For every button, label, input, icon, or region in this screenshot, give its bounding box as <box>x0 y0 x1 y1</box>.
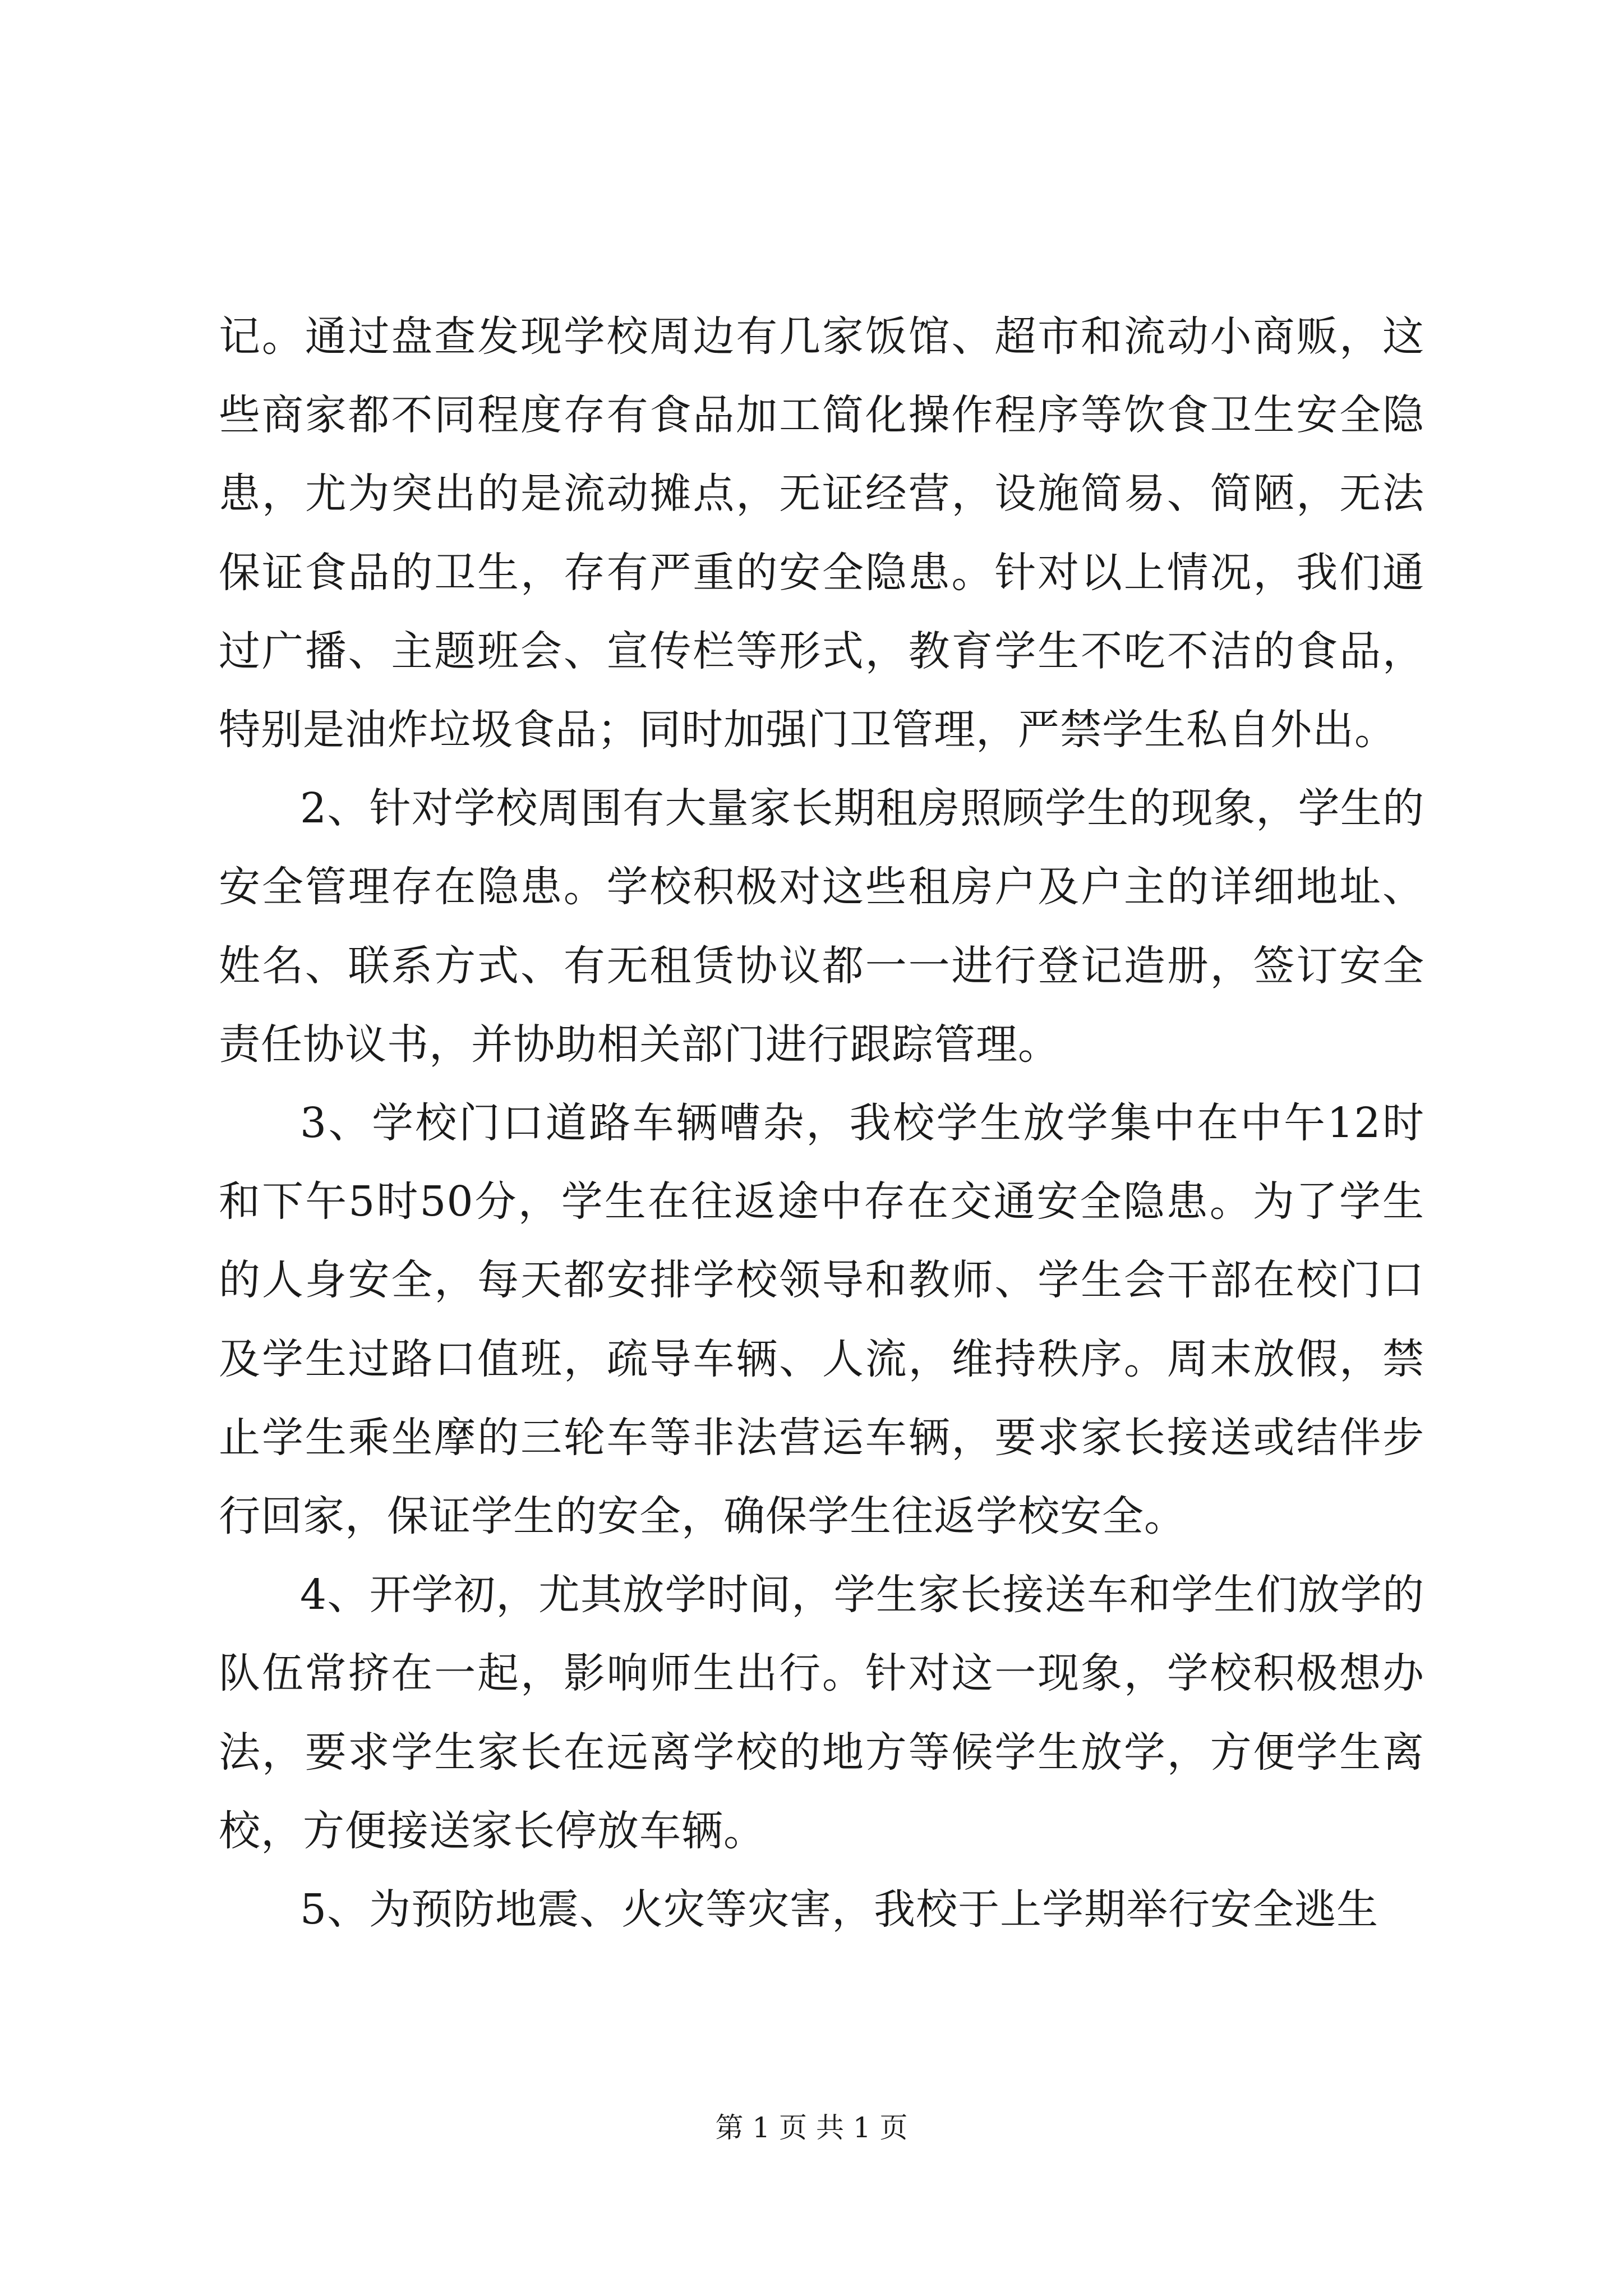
document-body <box>219 297 1424 1949</box>
paragraph-2: 2、针对学校周围有大量家长期租房照顾学生的现象，学生的安全管理存在隐患。学校积极对这些租房户及户主的详细地址、姓名、联系方式、有无租赁协议都一一进行登记造册，签订安全责任协议书，并协助相关部门进行跟踪管理。 <box>219 784 1424 1069</box>
paragraph-3: 3、学校门口道路车辆嘈杂，我校学生放学集中在中午12时和下午5时50分，学生在往返途中存在交通安全隐患。为了学生的人身安全，每天都安排学校领导和教师、学生会干部在校门口及学生过路口值班，疏导车辆、人流，维持秩序。周末放假，禁止学生乘坐摩的三轮车等非法营运车辆，要求家长接送或结伴步行回家，保证学生的安全，确保学生往返学校安全。 <box>219 1099 1424 1541</box>
paragraph-1: 记。通过盘查发现学校周边有几家饭馆、超市和流动小商贩，这些商家都不同程度存有食品加工简化操作程序等饮食卫生安全隐患，尤为突出的是流动摊点，无证经营，设施简易、简陋，无法保证食品的卫生，存有严重的安全隐患。针对以上情况，我们通过广播、主题班会、宣传栏等形式，教育学生不吃不洁的食品，特别是油炸垃圾食品；同时加强门卫管理，严禁学生私自外出。 <box>219 312 1424 754</box>
paragraph-5: 5、为预防地震、火灾等灾害，我校于上学期举行安全逃生 <box>300 1885 1379 1934</box>
paragraph-4: 4、开学初，尤其放学时间，学生家长接送车和学生们放学的队伍常挤在一起，影响师生出行。针对这一现象，学校积极想办法，要求学生家长在远离学校的地方等候学生放学，方便学生离校，方便接送家长停放车辆。 <box>219 1571 1424 1855</box>
page-footer: 第 1 页 共 1 页 <box>715 2111 908 2144</box>
